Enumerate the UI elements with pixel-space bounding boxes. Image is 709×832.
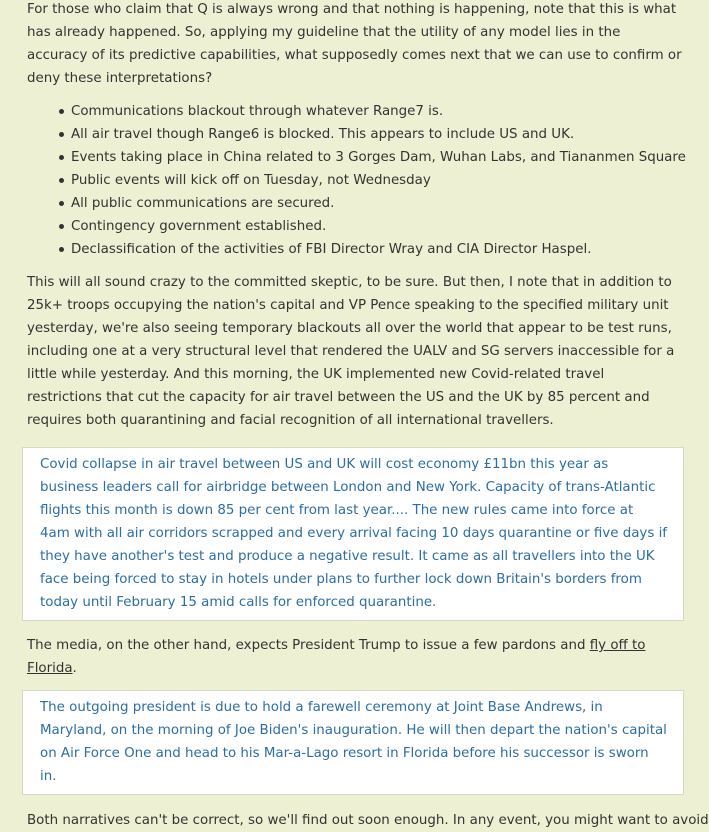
list-item xyxy=(71,100,682,123)
list-item xyxy=(71,192,682,215)
list-item-text: All public communications are secured. xyxy=(71,196,335,211)
list-item xyxy=(71,146,686,169)
prediction-list xyxy=(27,100,686,261)
media-paragraph-text: The media, on the other hand, expects President Trump to issue a few pardons and xyxy=(27,638,590,654)
article-content xyxy=(27,0,709,832)
list-item-text: Declassification of the activities of FBI Director Wray and CIA Director Haspel. xyxy=(71,242,592,257)
ceremony-quote-text: The outgoing president is due to hold a farewell ceremony at Joint Base Andrews, in Maryland, on the morning of Joe Biden's inauguration. He will then depart the nation's capital on Air Force One and head to his Mar-a-Lago resort in Florida before his successor is sworn in. xyxy=(40,700,667,785)
travel-quote-text: Covid collapse in air travel between US and UK will cost economy £11bn this year as business leaders call for airbridge between London and New York. Capacity of trans-Atlantic flights this month is down 85 per cent from last year.... The new rules came into force at 4am with all air corridors scrapped and every arrival facing 10 days quarantine or five days if they have another's test and produce a negative result. It came as all travellers into the UK face being forced to stay in hotels under plans to further lock down Britain's borders from today until February 15 amid calls for enforced quarantine. xyxy=(40,457,668,610)
list-item-text: Events taking place in China related to 3 Gorges Dam, Wuhan Labs, and Tiananmen Square xyxy=(71,150,686,165)
ceremony-quote-block xyxy=(22,690,684,795)
closing-paragraph: Both narratives can't be correct, so we'll find out soon enough. In any event, you might want to avoid xyxy=(27,813,709,829)
list-item-text: All air travel though Range6 is blocked. This appears to include US and UK. xyxy=(71,127,575,142)
bullet-icon xyxy=(59,224,64,229)
list-item-text: Communications blackout through whatever Range7 is. xyxy=(71,104,444,119)
bullet-icon xyxy=(59,247,64,252)
media-paragraph xyxy=(27,634,682,680)
travel-quote-block xyxy=(22,447,684,621)
list-item-text: Contingency government established. xyxy=(71,219,327,234)
bullet-icon xyxy=(59,132,64,137)
list-item xyxy=(71,169,682,192)
bullet-icon xyxy=(59,109,64,114)
list-item xyxy=(71,215,682,238)
intro-paragraph: For those who claim that Q is always wrong and that nothing is happening, note that this is what has already happened. So, applying my guideline that the utility of any model lies in the accuracy of its predictive capabilities, what supposedly comes next that we can use to confirm or deny these interpretations? xyxy=(27,2,682,86)
bullet-icon xyxy=(59,178,64,183)
bullet-icon xyxy=(59,155,64,160)
list-item xyxy=(71,238,682,261)
list-item xyxy=(71,123,682,146)
fly-off-to-florida-link[interactable]: fly off to Florida xyxy=(27,638,646,677)
skeptic-paragraph: This will all sound crazy to the committed skeptic, to be sure. But then, I note that in addition to 25k+ troops occupying the nation's capital and VP Pence speaking to the specified military unit yesterday, we're also seeing temporary blackouts all over the world that appear to be test runs, including one at a very structural level that rendered the UALV and SG servers inaccessible for a little while yesterday. And this morning, the UK implemented new Covid-related travel restrictions that cut the capacity for air travel between the US and the UK by 85 percent and requires both quarantining and facial recognition of all international travellers. xyxy=(27,275,675,428)
media-paragraph-end: . xyxy=(72,661,77,677)
list-item-text: Public events will kick off on Tuesday, not Wednesday xyxy=(71,173,431,188)
bullet-icon xyxy=(59,201,64,206)
